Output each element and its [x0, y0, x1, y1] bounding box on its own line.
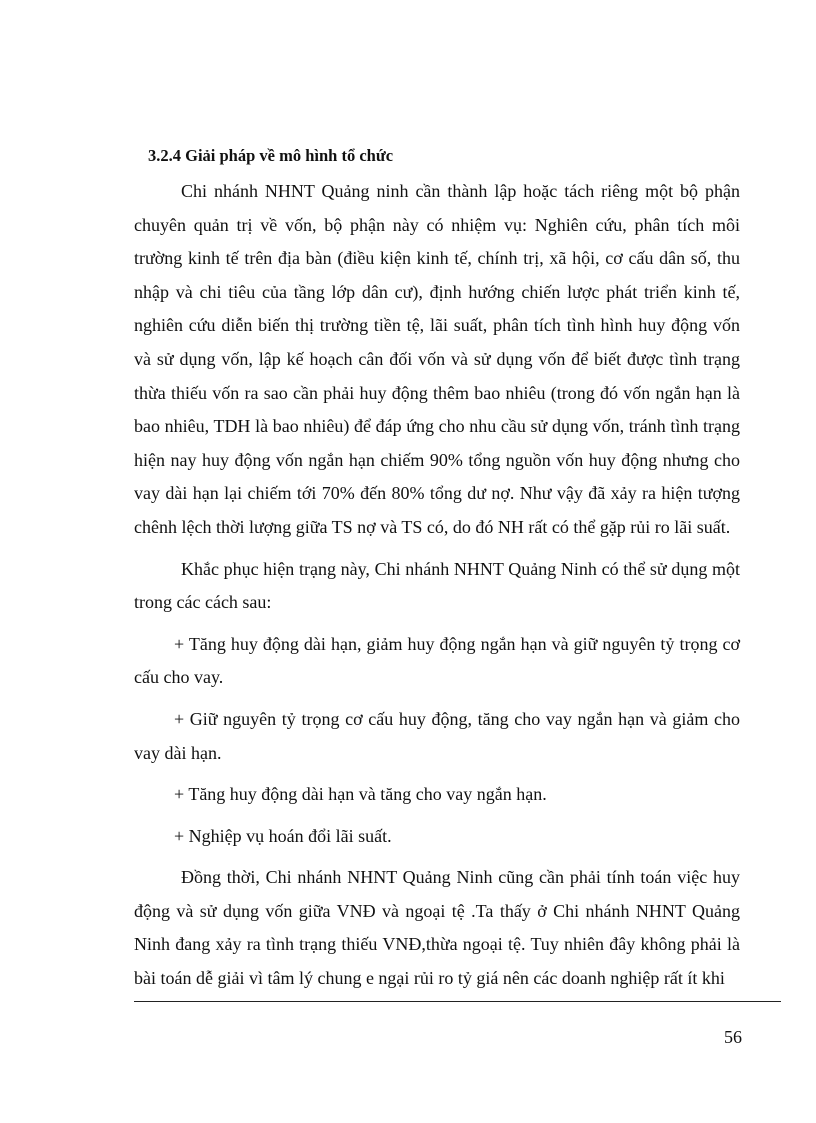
page-number: 56	[724, 1027, 742, 1047]
footer-divider	[134, 1001, 781, 1002]
paragraph-remedy-intro: Khắc phục hiện trạng này, Chi nhánh NHNT Quảng Ninh có thể sử dụng một trong các cách sau:	[134, 558, 740, 613]
body-text	[134, 175, 740, 996]
section-heading: 3.2.4 Giải pháp về mô hình tổ chức	[148, 146, 394, 165]
paragraph-currency-balance: Đồng thời, Chi nhánh NHNT Quảng Ninh cũng cần phải tính toán việc huy động và sử dụng vốn giữa VNĐ và ngoại tệ .Ta thấy ở Chi nhánh NHNT Quảng Ninh đang xảy ra tình trạng thiếu VNĐ,thừa ngoại tệ. Tuy nhiên đây không phải là bài toán dễ giải vì tâm lý chung e ngại rủi ro tỷ giá nên các doanh nghiệp rất ít khi	[134, 867, 740, 989]
paragraph-capital-management-unit: Chi nhánh NHNT Quảng ninh cần thành lập hoặc tách riêng một bộ phận chuyên quản trị về vốn, bộ phận này có nhiệm vụ: Nghiên cứu, phân tích môi trường kinh tế trên địa bàn (điều kiện kinh tế, chính trị, xã hội, cơ cấu dân số, thu nhập và chi tiêu của tầng lớp dân cư), định hướng chiến lược phát triển kinh tế, nghiên cứu diễn biến thị trường tiền tệ, lãi suất, phân tích tình hình huy động vốn và sử dụng vốn, lập kế hoạch cân đối vốn và sử dụng vốn để biết được tình trạng thừa thiếu vốn ra sao cần phải huy động thêm bao nhiêu (trong đó vốn ngắn hạn là bao nhiêu, TDH là bao nhiêu) để đáp ứng cho nhu cầu sử dụng vốn, tránh tình trạng hiện nay huy động vốn ngắn hạn chiếm 90% tổng nguồn vốn huy động nhưng cho vay dài hạn lại chiếm tới 70% đến 80% tổng dư nợ. Như vậy đã xảy ra hiện tượng chênh lệch thời lượng giữa TS nợ và TS có, do đó NH rất có thể gặp rủi ro lãi suất.	[134, 181, 740, 537]
option-item: + Tăng huy động dài hạn, giảm huy động ngắn hạn và giữ nguyên tỷ trọng cơ cấu cho vay.	[134, 633, 740, 688]
option-item: + Tăng huy động dài hạn và tăng cho vay ngắn hạn.	[174, 784, 547, 805]
option-item: + Nghiệp vụ hoán đổi lãi suất.	[174, 825, 392, 846]
option-item: + Giữ nguyên tỷ trọng cơ cấu huy động, tăng cho vay ngắn hạn và giảm cho vay dài hạn.	[134, 708, 740, 763]
